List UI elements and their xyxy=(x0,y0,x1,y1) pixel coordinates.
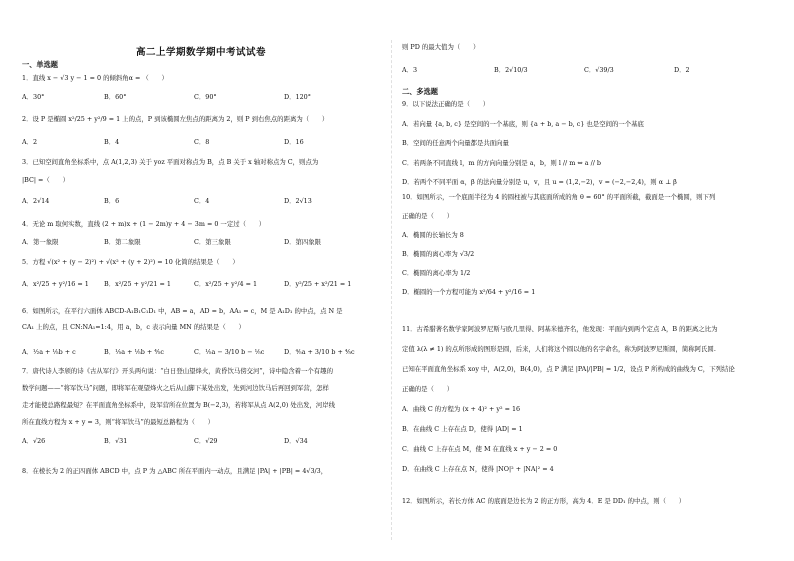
q11-line: 11．古希腊著名数学家阿波罗尼斯与欧几里得、阿基米德齐名，他发现：平面内到两个定点 A，B 的距离之比为 xyxy=(402,325,718,333)
q4-option: C．第三象限 xyxy=(194,238,231,246)
q1-line: 1．直线 x − √3 y − 1 = 0 的倾斜角α = （ ） xyxy=(22,74,168,82)
q8b-line: 则 PD 的最大值为（ ） xyxy=(402,43,480,51)
q3-option: B．6 xyxy=(104,197,120,205)
q11-line: 定值 λ(λ ≠ 1) 的点所形成的图形是圆，后来，人们将这个圆以他的名字命名，称为阿波罗尼斯圆，简称阿氏圆. xyxy=(402,345,716,353)
q10-line: 10．如图所示，一个底面半径为 4 的圆柱被与其底面所成的角 θ = 60° 的平面所截，截面是一个椭圆，则下列 xyxy=(402,193,716,201)
q7-option: C．√29 xyxy=(194,437,218,445)
q7-option: D．√34 xyxy=(284,437,308,445)
q1-option: A．30° xyxy=(22,93,45,101)
q7-option: B．√31 xyxy=(104,437,128,445)
q2-line: 2．设 P 是椭圆 x²/25 + y²/9 = 1 上的点，P 到该椭圆左焦点的距离为 2，则 P 到右焦点的距离为（ ） xyxy=(22,115,329,123)
q4-option: A．第一象限 xyxy=(22,238,59,246)
q4-option: D．第四象限 xyxy=(284,238,322,246)
q7-line: 数学问题——“将军饮马”问题，即将军在观望烽火之后从山脚下某处出发，先到河边饮马后再回到军营，怎样 xyxy=(22,384,329,392)
q8b-option: D．2 xyxy=(674,66,690,74)
column-divider xyxy=(391,40,392,540)
q5-option: B．x²/25 + y²/21 = 1 xyxy=(104,280,171,288)
section-single-choice: 一、单选题 xyxy=(22,60,58,69)
q7-option: A．√26 xyxy=(22,437,46,445)
q7-line: 7．唐代诗人李颀的诗《古从军行》开头两句说：“白日登山望烽火，黄昏饮马傍交河”，诗中隐含着一个有趣的 xyxy=(22,367,333,375)
q6-option: A．½a + ⅕b + c xyxy=(22,348,76,356)
q1-option: C．90° xyxy=(194,93,217,101)
q6-line: 6．如图所示，在平行六面体 ABCD-A₁B₁C₁D₁ 中，AB = a，AD = b，AA₁ = c，M 是 A₁D₁ 的中点，点 N 是 xyxy=(22,307,343,315)
q8b-option: C．√39/3 xyxy=(584,66,614,74)
q4-line: 4．无论 m 取何实数，直线 (2 + m)x + (1 − 2m)y + 4 − 3m = 0 一定过（ ） xyxy=(22,220,266,228)
q3-option: A．2√14 xyxy=(22,197,50,205)
q3-option: D．2√13 xyxy=(284,197,312,205)
q2-option: D．16 xyxy=(284,138,304,146)
q11-line: 正确的是（ ） xyxy=(402,385,454,393)
q1-option: D．120° xyxy=(284,93,311,101)
q10-line: B．椭圆的离心率为 √3/2 xyxy=(402,250,475,258)
q11-line: B．在曲线 C 上存在点 D，使得 |AD| = 1 xyxy=(402,425,523,433)
q10-line: 正确的是（ ） xyxy=(402,212,454,220)
q10-line: D．椭圆的一个方程可能为 x²/64 + y²/16 = 1 xyxy=(402,288,536,296)
q9-line: A．若向量 {a, b, c} 是空间的一个基底，则 {a + b, a − b, c} 也是空间的一个基底 xyxy=(402,119,644,128)
q11-line: C．曲线 C 上存在点 M，使 M 在直线 x + y − 2 = 0 xyxy=(402,445,558,453)
section-multi-choice: 二、多选题 xyxy=(402,87,438,96)
q3-line: |BC| =（ ） xyxy=(22,176,69,184)
q8-line: 8．在棱长为 2 的正四面体 ABCD 中，点 P 为 △ABC 所在平面内一动点，且满足 |PA| + |PB| = 4√3/3， xyxy=(22,467,328,475)
q3-line: 3．已知空间直角坐标系中，点 A(1,2,3) 关于 yoz 平面对称点为 B，点 B 关于 x 轴对称点为 C，则点为 xyxy=(22,158,319,166)
q10-line: A．椭圆的长轴长为 8 xyxy=(402,231,464,239)
q3-option: C．4 xyxy=(194,197,210,205)
q2-option: B．4 xyxy=(104,138,120,146)
q10-line: C．椭圆的离心率为 1/2 xyxy=(402,269,471,277)
q8b-option: B．2√10/3 xyxy=(494,66,528,74)
q5-option: C．x²/25 + y²/4 = 1 xyxy=(194,280,258,288)
q2-option: C．8 xyxy=(194,138,210,146)
q7-line: 所在直线方程为 x + y = 3，则“将军饮马”的最短总路程为（ ） xyxy=(22,418,215,426)
page-title: 高二上学期数学期中考试试卷 xyxy=(135,47,266,58)
q9-line: B．空间的任意两个向量都是共面向量 xyxy=(402,139,509,147)
q11-line: D．在曲线 C 上存在点 N，使得 |NO|² + |NA|² = 4 xyxy=(402,465,554,473)
q4-option: B．第二象限 xyxy=(104,238,141,246)
q5-line: 5．方程 √(x² + (y − 2)²) + √(x² + (y + 2)²) = 10 化简的结果是（ ） xyxy=(22,258,239,266)
q7-line: 走才能使总路程最短？在平面直角坐标系中，设军营所在位置为 B(−2,3)，若将军从点 A(2,0) 处出发，河岸线 xyxy=(22,401,336,409)
q8b-option: A．3 xyxy=(402,66,418,74)
q9-line: 9．以下说法正确的是（ ） xyxy=(402,100,490,108)
q1-option: B．60° xyxy=(104,93,127,101)
q6-line: CA₁ 上的点，且 CN:NA₁=1:4，用 a，b，c 表示向量 MN 的结果是（ ） xyxy=(22,323,245,331)
q6-option: D．⅘a + 3/10 b + ⅘c xyxy=(284,348,355,356)
q9-line: D．若两个不同平面 α，β 的法向量分别是 u，v，且 u = (1,2,−2)，v = (−2,−2,4)，则 α ⊥ β xyxy=(402,178,677,186)
q5-option: D．y²/25 + x²/21 = 1 xyxy=(284,280,352,288)
q11-line: 已知在平面直角坐标系 xoy 中，A(2,0)，B(4,0)，点 P 满足 |PA|/|PB| = 1/2，设点 P 所构成的曲线为 C，下列结论 xyxy=(402,365,735,373)
q5-option: A．x²/25 + y²/16 = 1 xyxy=(22,280,89,288)
q11-line: A．曲线 C 的方程为 (x + 4)² + y² = 16 xyxy=(402,405,521,413)
q6-option: C．⅕a − 3/10 b − ⅕c xyxy=(194,348,265,356)
q6-option: B．⅕a + ⅕b + ⅘c xyxy=(104,348,164,356)
q9-line: C．若两条不同直线 l，m 的方向向量分别是 a，b，则 l // m ⇔ a // b xyxy=(402,158,601,167)
q2-option: A．2 xyxy=(22,138,38,146)
q12-line: 12．如图所示，若长方体 AC 的底面是边长为 2 的正方形，高为 4．E 是 DD₁ 的中点，则（ ） xyxy=(402,497,686,505)
